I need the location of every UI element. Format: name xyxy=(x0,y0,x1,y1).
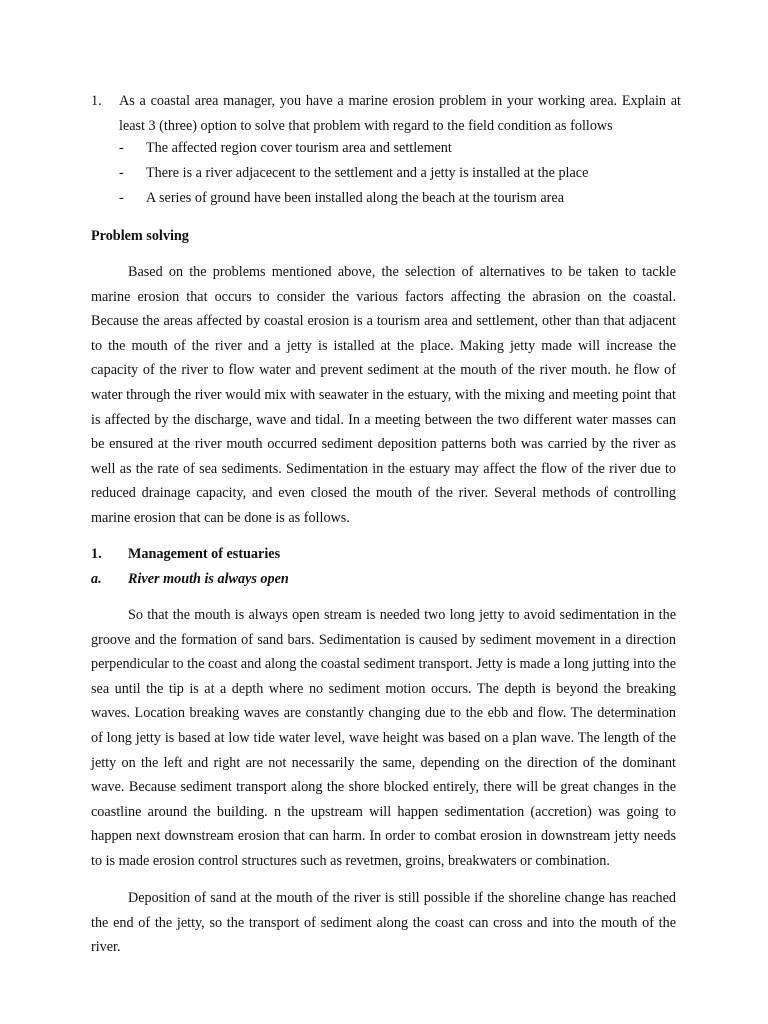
question-number: 1. xyxy=(91,93,102,109)
list-item xyxy=(119,136,679,161)
condition-list xyxy=(119,136,679,211)
list-item xyxy=(119,161,679,186)
question-text: As a coastal area manager, you have a marine erosion problem in your working area. Explain at least 3 (three) option to solve that problem with regard to the field condition as follows xyxy=(119,93,681,134)
list-item xyxy=(119,186,679,211)
list-item-text: There is a river adjacecent to the settlement and a jetty is installed at the place xyxy=(146,165,589,181)
section-paragraph-2: Deposition of sand at the mouth of the river is still possible if the shoreline change has reached the end of the jetty, so the transport of sediment along the coast can cross and into the mouth of the river. xyxy=(91,890,676,956)
section-title: Management of estuaries xyxy=(128,546,281,562)
subsection-title: River mouth is always open xyxy=(128,571,289,587)
problem-solving-heading: Problem solving xyxy=(91,228,189,244)
list-item-text: The affected region cover tourism area and settlement xyxy=(146,140,452,156)
list-item-text: A series of ground have been installed along the beach at the tourism area xyxy=(146,190,564,206)
bullet-dash: - xyxy=(119,190,124,206)
bullet-dash: - xyxy=(119,165,124,181)
section-number: 1. xyxy=(91,546,102,562)
problem-solving-paragraph: Based on the problems mentioned above, the selection of alternatives to be taken to tackle marine erosion that occurs to consider the various factors affecting the abrasion on the coastal. Because the areas affected by coastal erosion is a tourism area and settlement, other than that adjacent to the mouth of the river and a jetty is istalled at the place. Making jetty made will increase the capacity of the river to flow water and prevent sediment at the mouth of the river mouth. he flow of water through the river would mix with seawater in the estuary, with the mixing and meeting point that is affected by the discharge, wave and tidal. In a meeting between the two different water masses can be ensured at the river mouth occurred sediment deposition patterns both was carried by the river as well as the rate of sea sediments. Sedimentation in the estuary may affect the flow of the river due to reduced drainage capacity, and even closed the mouth of the river. Several methods of controlling marine erosion that can be done is as follows. xyxy=(91,264,676,526)
section-paragraph-1: So that the mouth is always open stream is needed two long jetty to avoid sedimentation in the groove and the formation of sand bars. Sedimentation is caused by sediment movement in a direction perpendicular to the coast and along the coastal sediment transport. Jetty is made a long jutting into the sea until the tip is at a depth where no sediment motion occurs. The depth is beyond the breaking waves. Location breaking waves are constantly changing due to the ebb and flow. The determination of long jetty is based at low tide water level, wave height was based on a plan wave. The length of the jetty on the left and right are not necessarily the same, depending on the direction of the dominant wave. Because sediment transport along the shore blocked entirely, there will be great changes in the coastline around the building. n the upstream will happen sedimentation (accretion) was going to happen next downstream erosion that can harm. In order to combat erosion in downstream jetty needs to is made erosion control structures such as revetmen, groins, breakwaters or combination. xyxy=(91,607,676,869)
subsection-letter: a. xyxy=(91,571,102,587)
bullet-dash: - xyxy=(119,140,124,156)
